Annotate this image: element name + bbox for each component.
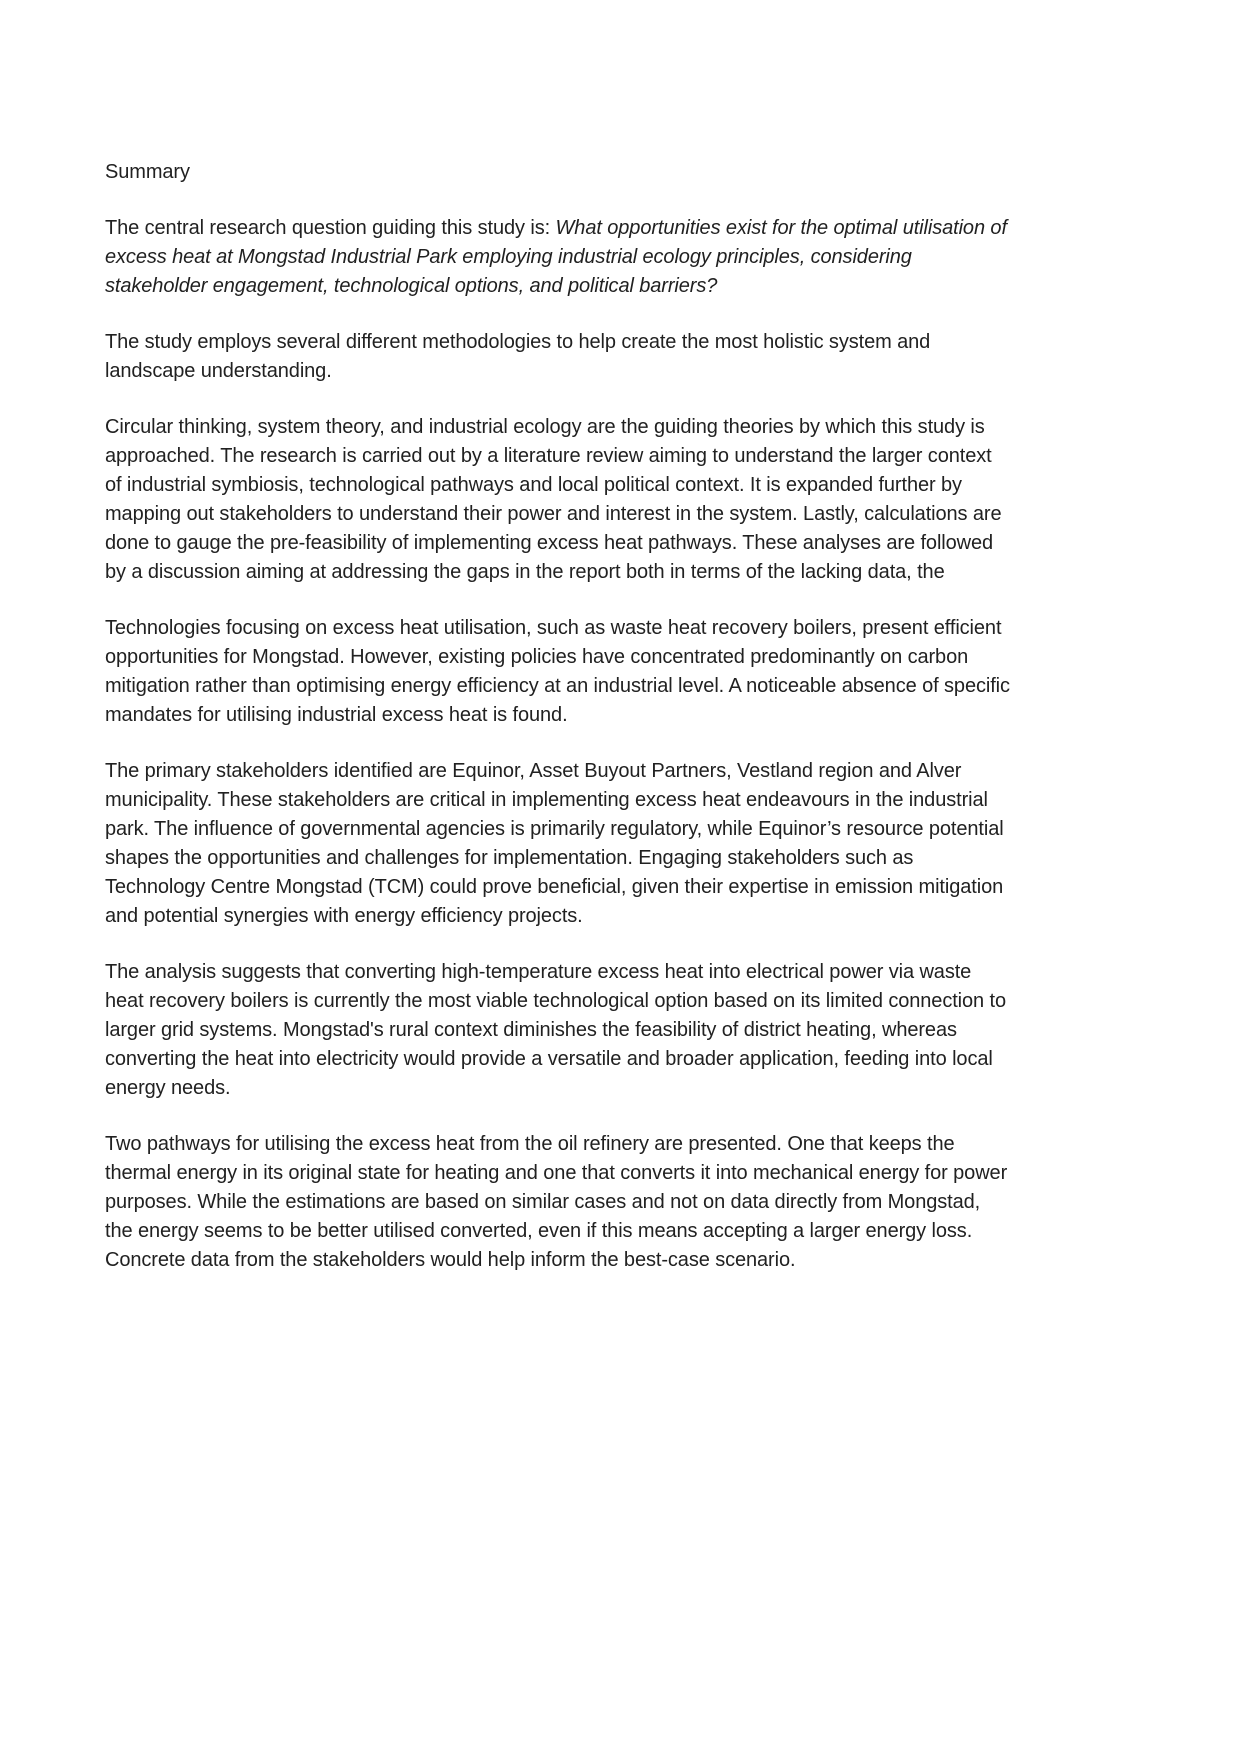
research-question-italic-text: What opportunities exist for the optimal utilisation of excess heat at Mongstad Industrial Park employing industrial ecology principles, considering stakeholder engagement, technological options, and political barriers? [105, 217, 1007, 297]
paragraph-guiding-theories: Circular thinking, system theory, and industrial ecology are the guiding theories by which this study is approached. The research is carried out by a literature review aiming to understand the larger context of industrial symbiosis, technological pathways and local political context. It is expanded further by mapping out stakeholders to understand their power and interest in the system. Lastly, calculations are done to gauge the pre-feasibility of implementing excess heat pathways. These analyses are followed by a discussion aiming at addressing the gaps in the report both in terms of the lacking data, the [105, 416, 1002, 583]
paragraph-analysis: The analysis suggests that converting high-temperature excess heat into electrical power via waste heat recovery boilers is currently the most viable technological option based on its limited connection to larger grid systems. Mongstad's rural context diminishes the feasibility of district heating, whereas converting the heat into electricity would provide a versatile and broader application, feeding into local energy needs. [105, 961, 1007, 1099]
research-question-intro: The central research question guiding this study is: [105, 217, 556, 239]
paragraph-stakeholders: The primary stakeholders identified are Equinor, Asset Buyout Partners, Vestland region and Alver municipality. These stakeholders are critical in implementing excess heat endeavours in the industrial park. The influence of governmental agencies is primarily regulatory, while Equinor’s resource potential shapes the opportunities and challenges for implementation. Engaging stakeholders such as Technology Centre Mongstad (TCM) could prove beneficial, given their expertise in emission mitigation and potential synergies with energy efficiency projects. [105, 760, 1004, 927]
paragraph-two-pathways: Two pathways for utilising the excess heat from the oil refinery are presented. One that keeps the thermal energy in its original state for heating and one that converts it into mechanical energy for power purposes. While the estimations are based on similar cases and not on data directly from Mongstad, the energy seems to be better utilised converted, even if this means accepting a larger energy loss. Concrete data from the stakeholders would help inform the best-case scenario. [105, 1133, 1008, 1271]
paragraph-research-question [105, 214, 1010, 301]
paragraph-technologies: Technologies focusing on excess heat utilisation, such as waste heat recovery boilers, present efficient opportunities for Mongstad. However, existing policies have concentrated predominantly on carbon mitigation rather than optimising energy efficiency at an industrial level. A noticeable absence of specific mandates for utilising industrial excess heat is found. [105, 617, 1010, 726]
text-column [105, 158, 1010, 1275]
paragraph-methodologies: The study employs several different methodologies to help create the most holistic system and landscape understanding. [105, 331, 931, 382]
summary-heading: Summary [105, 161, 190, 183]
